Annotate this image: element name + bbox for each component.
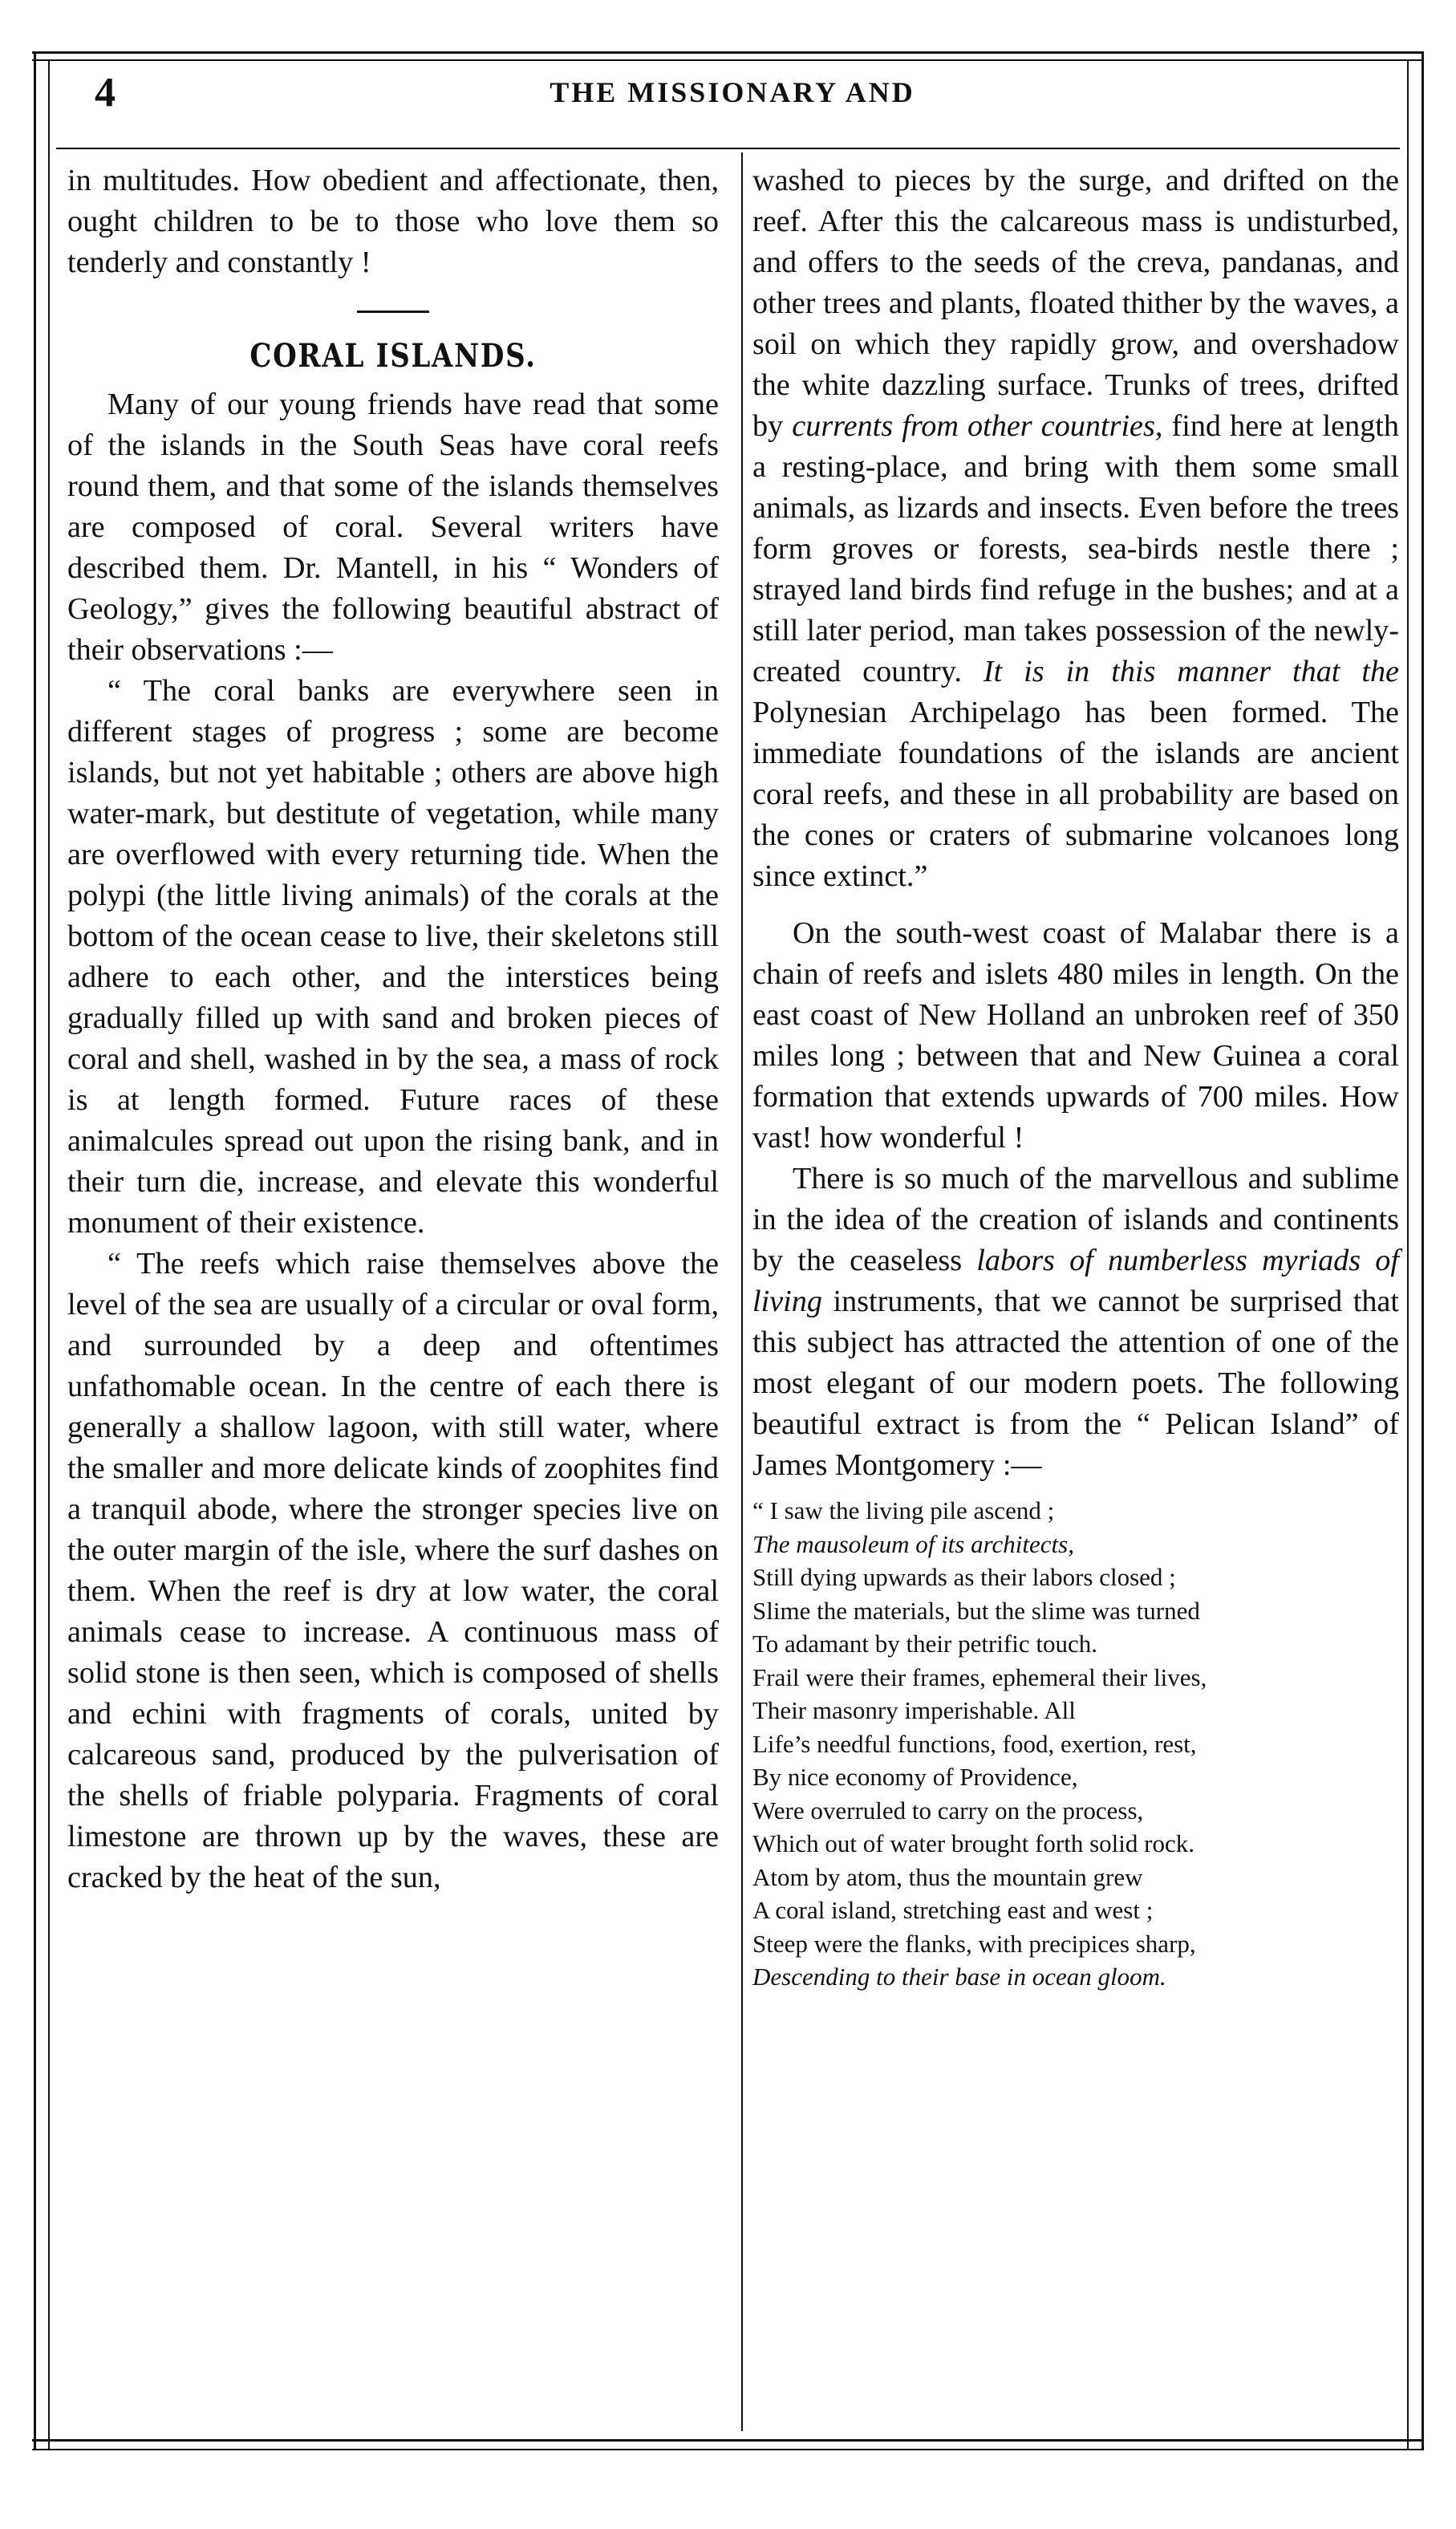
article-heading: CORAL ISLANDS.: [249, 337, 537, 375]
poem-line: By nice economy of Providence,: [752, 1763, 1078, 1791]
poem-line: Their masonry imperishable. All: [752, 1696, 1076, 1724]
frame-rule-top-inner: [32, 59, 1424, 61]
header-rule: [56, 148, 1400, 149]
paragraph: [752, 160, 1399, 897]
poem-line: Descending to their base in ocean gloom.: [752, 1963, 1166, 1991]
poem-line: Atom by atom, thus the mountain grew: [752, 1862, 1143, 1891]
italic-run: labors of numberless myriads of living: [752, 1244, 1399, 1318]
paragraph: On the south-west coast of Malabar there is a chain of reefs and islets 480 miles in length. On the east coast of New Holland an unbroken reef of 350 miles long ; between that and New Guinea a coral formation that extends upwards of 700 miles. How vast! how wonderful !: [752, 916, 1399, 1155]
italic-run: It is in this manner that the: [983, 655, 1400, 688]
poem-line: Steep were the flanks, with precipices sharp,: [752, 1929, 1196, 1958]
paragraph: Many of our young friends have read that some of the islands in the South Seas have coral reefs round them, and that some of the islands themselves are composed of coral. Several writers have described them. Dr. Mantell, in his “ Wonders of Geology,” gives the following beautiful abstract of their observations :—: [67, 388, 719, 667]
text-run: instruments, that we cannot be surprised that this subject has attracted the attention of one of the most elegant of our modern poets. The following beautiful extract is from the “ Pelican Island” of James Montgomery :—: [752, 1285, 1399, 1482]
paragraph: “ The coral banks are everywhere seen in different stages of progress ; some are become islands, but not yet habitable ; others are above high water-mark, but destitute of vegetation, while many are overflowed with every returning tide. When the polypi (the little living animals) of the corals at the bottom of the ocean cease to live, their skeletons still adhere to each other, and the interstices being gradually filled up with sand and broken pieces of coral and shell, washed in by the sea, a mass of rock is at length formed. Future races of these animalcules spread out upon the rising bank, and in their turn die, increase, and elevate this wonderful monument of their existence.: [67, 674, 719, 1240]
poem-line: Life’s needful functions, food, exertion, rest,: [752, 1729, 1197, 1758]
italic-run: currents from other countries,: [792, 409, 1163, 443]
poem-line: Still dying upwards as their labors closed ;: [752, 1563, 1176, 1591]
right-column: [752, 160, 1399, 1994]
frame-rule-right-inner: [1407, 59, 1409, 2449]
frame-rule-left-inner: [48, 59, 50, 2449]
frame-rule-top: [32, 51, 1424, 54]
text-run: find here at length a resting-place, and bring with them some small animals, as lizards and insects. Even before the trees form groves or forests, sea-birds nestle there ; strayed land birds find refuge in the bushes; and at a still later period, man takes possession of the newly-created country.: [752, 409, 1400, 688]
column-divider: [741, 152, 743, 2431]
section-divider: [357, 311, 429, 313]
poem-line: To adamant by their petrific touch.: [752, 1630, 1097, 1658]
paragraph: “ The reefs which raise themselves above the level of the sea are usually of a circular or oval form, and surrounded by a deep and oftentimes unfathomable ocean. In the centre of each there is generally a shallow lagoon, with still water, where the smaller and more delicate kinds of zoophites find a tranquil abode, where the stronger species live on the outer margin of the isle, where the surf dashes on them. When the reef is dry at low water, the coral animals cease to increase. A continuous mass of solid stone is then seen, which is composed of shells and echini with fragments of corals, united by calcareous sand, produced by the pulverisation of the shells of friable polyparia. Fragments of coral limestone are thrown up by the waves, these are cracked by the heat of the sun,: [67, 1247, 719, 1894]
poem-line: The mausoleum of its architects,: [752, 1529, 1074, 1558]
poem-line: Frail were their frames, ephemeral their lives,: [752, 1662, 1207, 1691]
poem-excerpt: [752, 1494, 1399, 1994]
text-run: There is so much of the marvellous and sublime in the idea of the creation of islands and continents by the ceaseless: [752, 1162, 1399, 1277]
frame-rule-bottom-inner: [32, 2449, 1424, 2450]
poem-line: A coral island, stretching east and west ;: [752, 1896, 1154, 1924]
frame-rule-right: [1422, 51, 1424, 2450]
page-header: [63, 66, 1402, 146]
poem-line: “ I saw the living pile ascend ;: [752, 1496, 1055, 1524]
running-title: THE MISSIONARY AND: [550, 76, 915, 108]
poem-line: Slime the materials, but the slime was turned: [752, 1596, 1200, 1625]
text-run: washed to pieces by the surge, and drifted on the reef. After this the calcareous mass is undisturbed, and offers to the seeds of the creva, pandanas, and other trees and plants, floated thither by the waves, a soil on which they rapidly grow, and overshadow the white dazzling surface. Trunks of trees, drifted by: [752, 164, 1399, 443]
paragraph-gap: [752, 897, 1399, 913]
frame-rule-bottom: [32, 2439, 1424, 2442]
poem-line: Were overruled to carry on the process,: [752, 1796, 1144, 1825]
page-number: 4: [95, 70, 116, 116]
left-column: [67, 160, 719, 1898]
frame-rule-left: [34, 51, 36, 2450]
paragraph: [752, 1159, 1399, 1486]
poem-line: Which out of water brought forth solid rock.: [752, 1829, 1194, 1857]
text-run: Polynesian Archipelago has been formed. The immediate foundations of the islands are ancient coral reefs, and these in all probability are based on the cones or craters of submarine volcanoes long since extinct.”: [752, 696, 1399, 893]
intro-paragraph: in multitudes. How obedient and affectionate, then, ought children to be to those who love them so tenderly and constantly !: [67, 164, 719, 279]
